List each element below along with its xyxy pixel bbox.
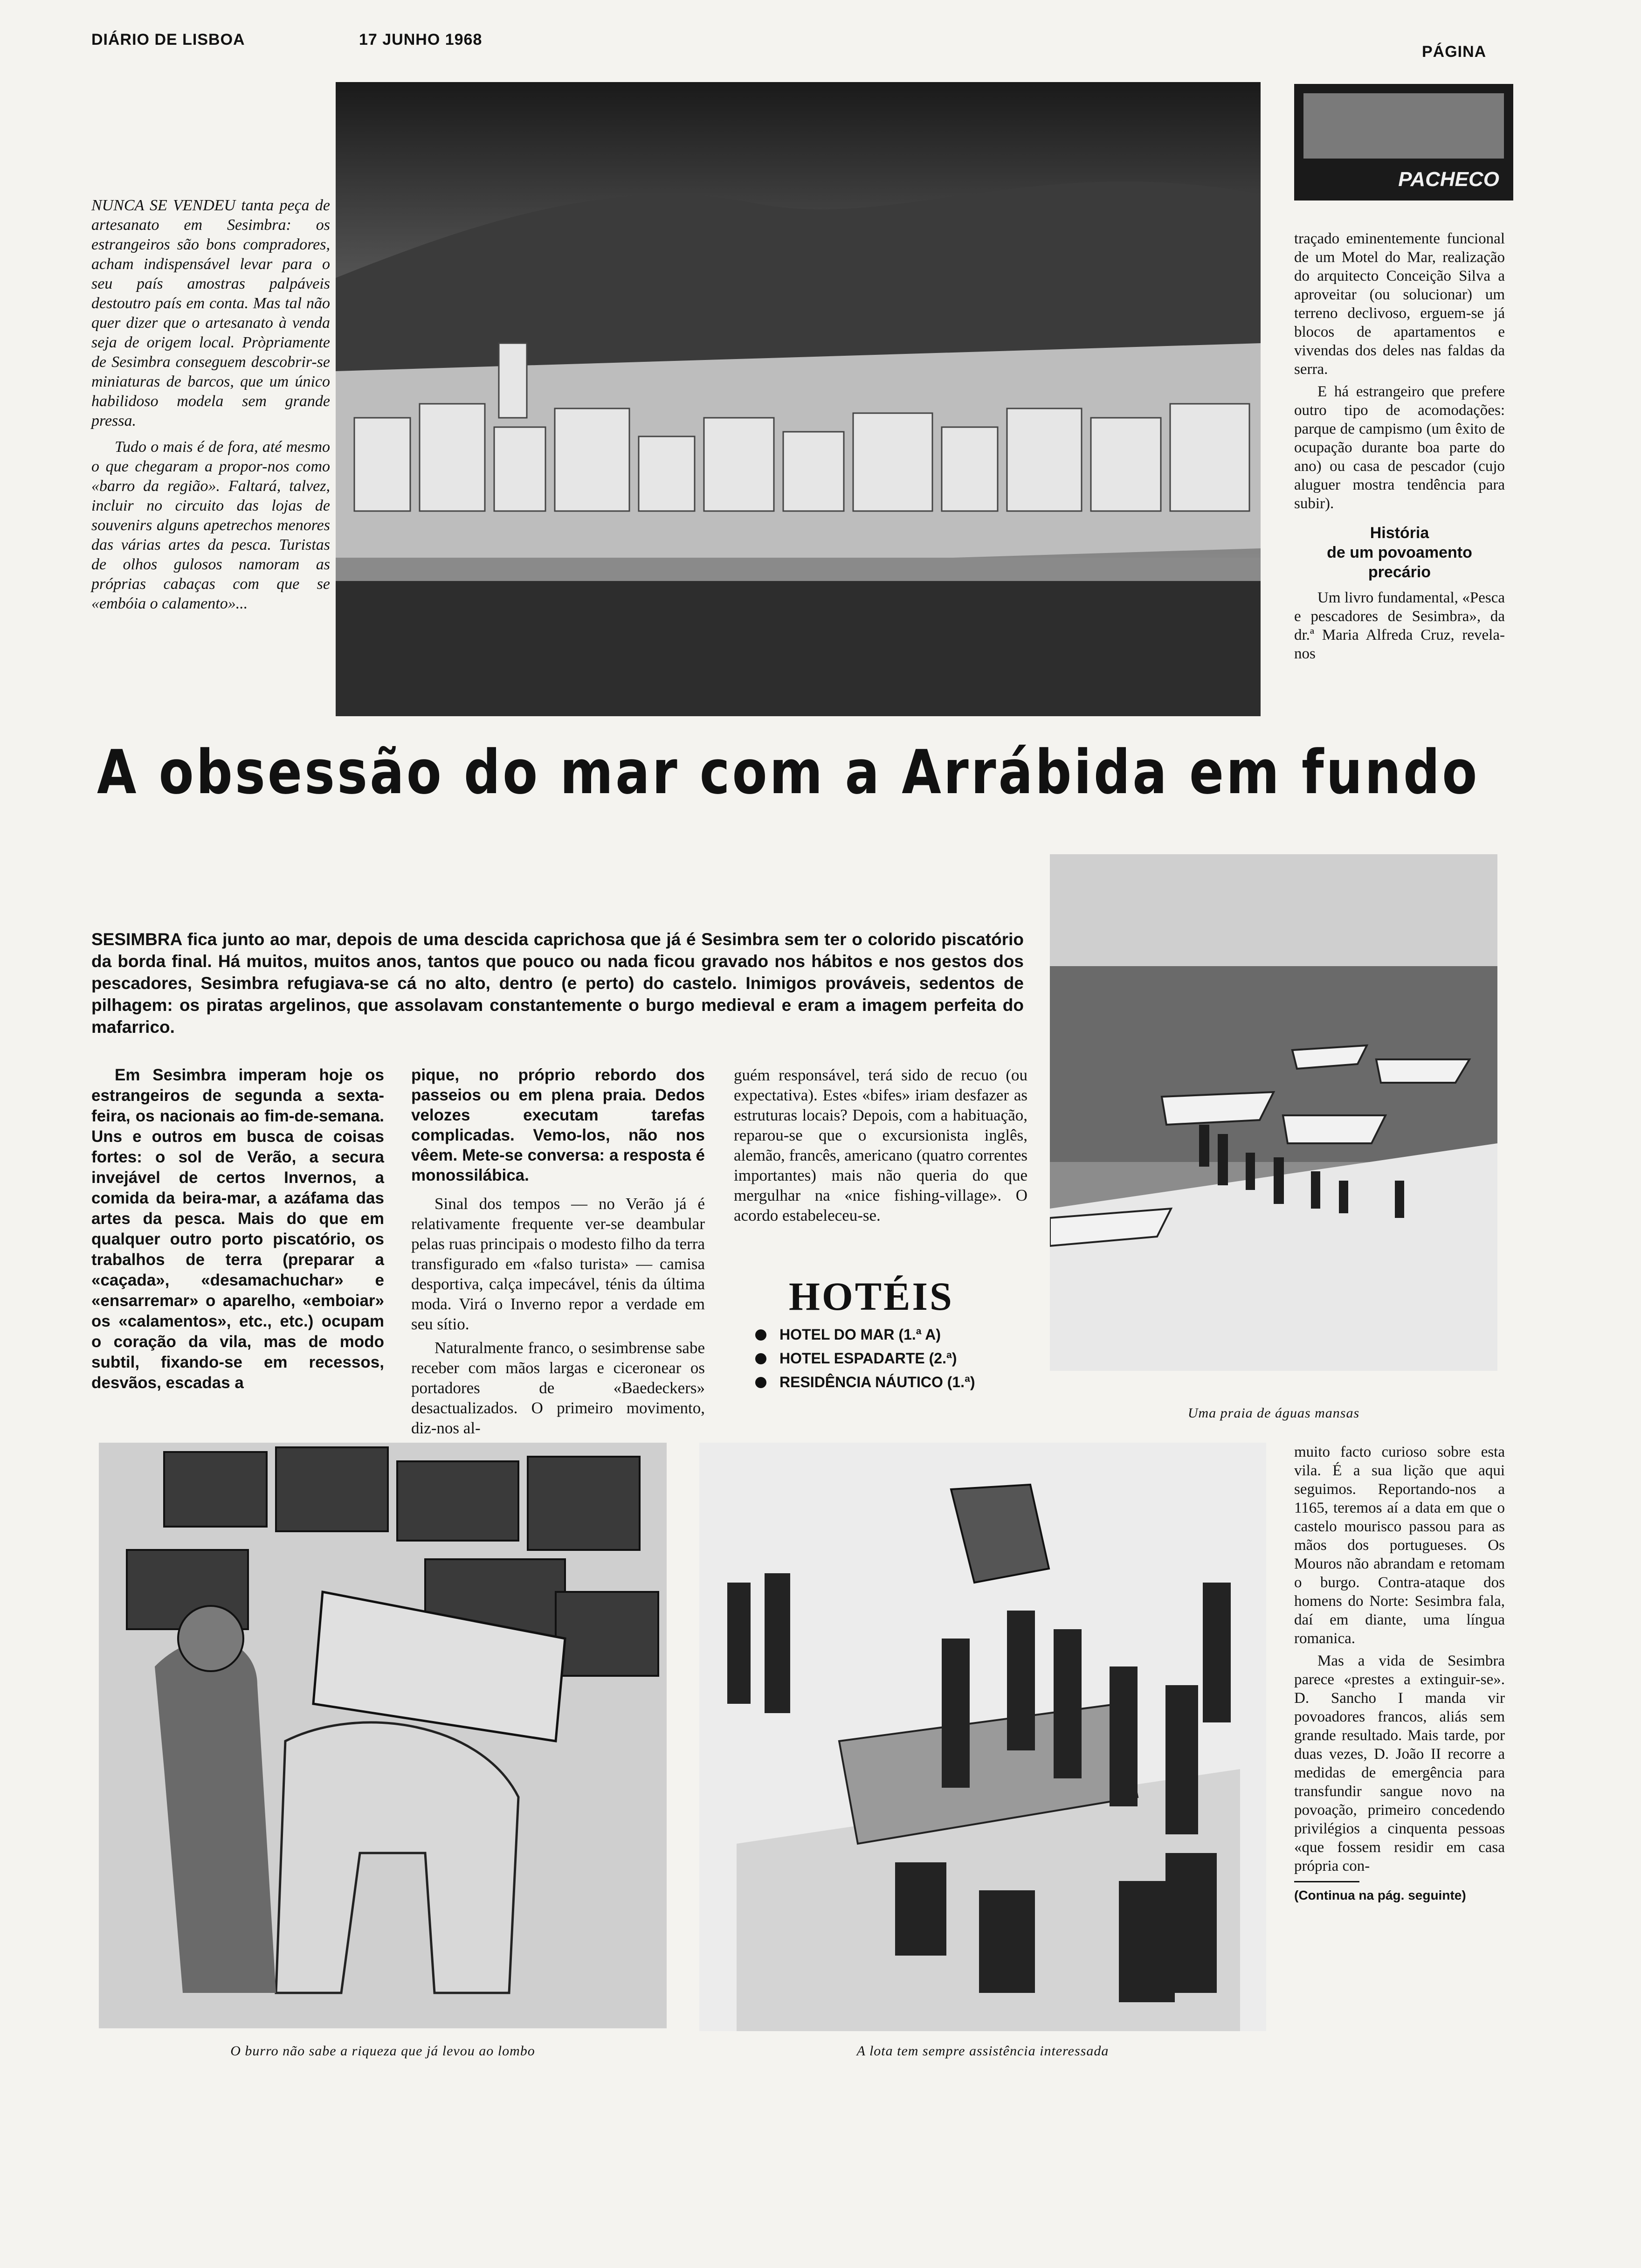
sidebar-left [91,196,330,620]
body-column-3 [734,1065,1027,1229]
sidebar-paragraph: Tudo o mais é de fora, até mesmo o que chegaram a propor-nos como «barro da região». Faltará, talvez, incluir no circuito das lojas de souvenirs alguns apetrechos menores das várias artes da pesca. Turistas de olhos gulosos namoram as próprias cabaças com que se «embóia o calamento»... [91,438,330,612]
donkey-caption: O burro não sabe a riqueza que já levou ao lombo [230,2043,535,2059]
bullet-icon [755,1377,766,1388]
donkey-photo [99,1443,667,2028]
lead-word: SESIMBRA [91,930,182,949]
continua-note: (Continua na pág. seguinte) [1294,1888,1466,1902]
beach-photo [1050,854,1497,1371]
body-paragraph: pique, no próprio rebordo dos passeios ou em plena praia. Dedos velozes executam tarefas complicadas. Vemo-los, não nos vêem. Mete-se conversa: a resposta é monossilábica. [411,1066,705,1184]
body-paragraph: Em Sesimbra imperam hoje os estrangeiros de segunda a sexta-feira, os nacionais ao fim-de-semana. Uns e outros em busca de coisas fortes: o sol de Verão, a secura invejável de certos Invernos, a comida da beira-mar, a azáfama das artes da pesca. Mais do que em qualquer outro porto piscatório, os trabalhos de terra (preparar a «caçada», «desamachuchar» e «ensarremar» o aparelho, «emboiar» os «calamentos», etc., etc.) ocupam o coração da vila, mas de modo subtil, fixando-se em recessos, desvãos, escadas a [91,1066,384,1392]
right-paragraph: Um livro fundamental, «Pesca e pescadores de Sesimbra», da dr.ª Maria Alfreda Cruz, revela-nos [1294,589,1505,662]
hotel-item [755,1374,1035,1391]
right-paragraph: traçado eminentemente funcional de um Motel do Mar, realização do arquitecto Conceição Silva a aproveitar (ou solucionar) um terreno declivoso, erguem-se já blocos de apartamentos e vivendas dos deles nas faldas da serra. [1294,230,1505,378]
right-paragraph: Mas a vida de Sesimbra parece «prestes a extinguir-se». D. Sancho I manda vir povoadores francos, aliás sem grande resultado. Mais tarde, por duas vezes, D. João II recorre a medidas de emergência para transfundir sangue novo na povoação, primeiro concedendo privilégios a cinquenta pessoas «que fossem residir em casa própria con- [1294,1653,1505,1874]
hotel-name: HOTEL DO MAR (1.ª A) [779,1326,941,1343]
lead-paragraph [91,929,1024,1038]
body-paragraph: Sinal dos tempos — no Verão já é relativamente frequente ver-se deambular pelas ruas principais o modesto filho da terra transfigurado em «falso turista» — camisa desportiva, calça impecável, ténis da última moda. Virá o Inverno repor a verdade em seu sítio. [411,1195,705,1333]
headline: A obsessão do mar com a Arrábida em fundo [97,737,1480,808]
divider [1294,1881,1359,1882]
right-paragraph: muito facto curioso sobre esta vila. É a sua lição que aqui seguimos. Reportando-nos a 1165, teremos aí a data em que o castelo mourisco passou para as mãos dos portugueses. Os Mouros não abrandam e retomam o burgo. Contra-ataque dos homens do Norte: Sesimbra fala, daí em diante, uma língua romanica. [1294,1444,1505,1647]
body-paragraph: Naturalmente franco, o sesimbrense sabe receber com mãos largas e ciceronear os portadores de «Baedeckers» desactualizados. O primeiro movimento, diz-nos al- [411,1339,705,1437]
publication-name: DIÁRIO DE LISBOA [91,31,245,48]
body-paragraph: guém responsável, terá sido de recuo (ou expectativa). Estes «bifes» iriam desfazer as estruturas locais? Depois, com a habituação, reparou-se que o excursionista inglês, alemão, francês, americano (quatro correntes importantes) mais não queria do que mergulhar na «nice fishing-village». O acordo estabeleceu-se. [734,1066,1027,1224]
right-column-bottom [1294,1443,1505,1905]
hotel-item [755,1350,1035,1367]
subheading-line: História [1370,524,1429,542]
author-badge [1294,84,1513,201]
hotel-name: RESIDÊNCIA NÁUTICO (1.ª) [779,1374,975,1390]
body-column-2 [411,1065,705,1442]
right-paragraph: E há estrangeiro que prefere outro tipo de acomodações: parque de campismo (um êxito de ocupação durante boa parte do ano) ou casa de pescador (cujo aluguer mostra tendência para subir). [1294,383,1505,512]
subheading-line: de um povoamento [1327,544,1472,561]
badge-text: PACHECO [1398,168,1499,191]
hotel-item [755,1326,1035,1343]
lota-photo [699,1443,1266,2031]
subheading-line: precário [1368,563,1431,581]
bullet-icon [755,1329,766,1341]
hoteis-box [755,1273,1035,1397]
lead-text: fica junto ao mar, depois de uma descida caprichosa que já é Sesimbra sem ter o colorido piscatório da borda final. Há muitos, muitos anos, tantos que pouco ou nada ficou gravado nos hábitos e nos gestos dos pescadores, Sesimbra refugiava-se cá no alto, dentro (e perto) do castelo. Inimigos prováveis, sedentos de pilhagem: os piratas argelinos, que assolavam constantemente o burgo medieval e eram a imagem perfeita do mafarrico. [91,930,1024,1037]
issue-date: 17 JUNHO 1968 [359,31,483,48]
section-subheading [1294,523,1505,582]
hoteis-title: HOTÉIS [789,1274,954,1319]
page-label: PÁGINA [1422,43,1487,61]
body-column-1 [91,1065,384,1393]
sesimbra-town-photo [336,82,1261,716]
hotel-name: HOTEL ESPADARTE (2.ª) [779,1350,957,1367]
bullet-icon [755,1353,766,1364]
badge-blur [1303,93,1504,159]
beach-caption: Uma praia de águas mansas [1187,1405,1360,1421]
lota-caption: A lota tem sempre assistência interessada [856,2043,1109,2059]
sidebar-paragraph: NUNCA SE VENDEU tanta peça de artesanato em Sesimbra: os estrangeiros são bons compradores, acham indispensável levar para o seu país amostras palpáveis destoutro país em conta. Mas tal não quer dizer que o artesanato à venda seja de origem local. Pròpriamente de Sesimbra conseguem descobrir-se miniaturas de barcos, que um único habilidoso modela sem grande pressa. [91,197,330,429]
right-column-top [1294,229,1505,667]
